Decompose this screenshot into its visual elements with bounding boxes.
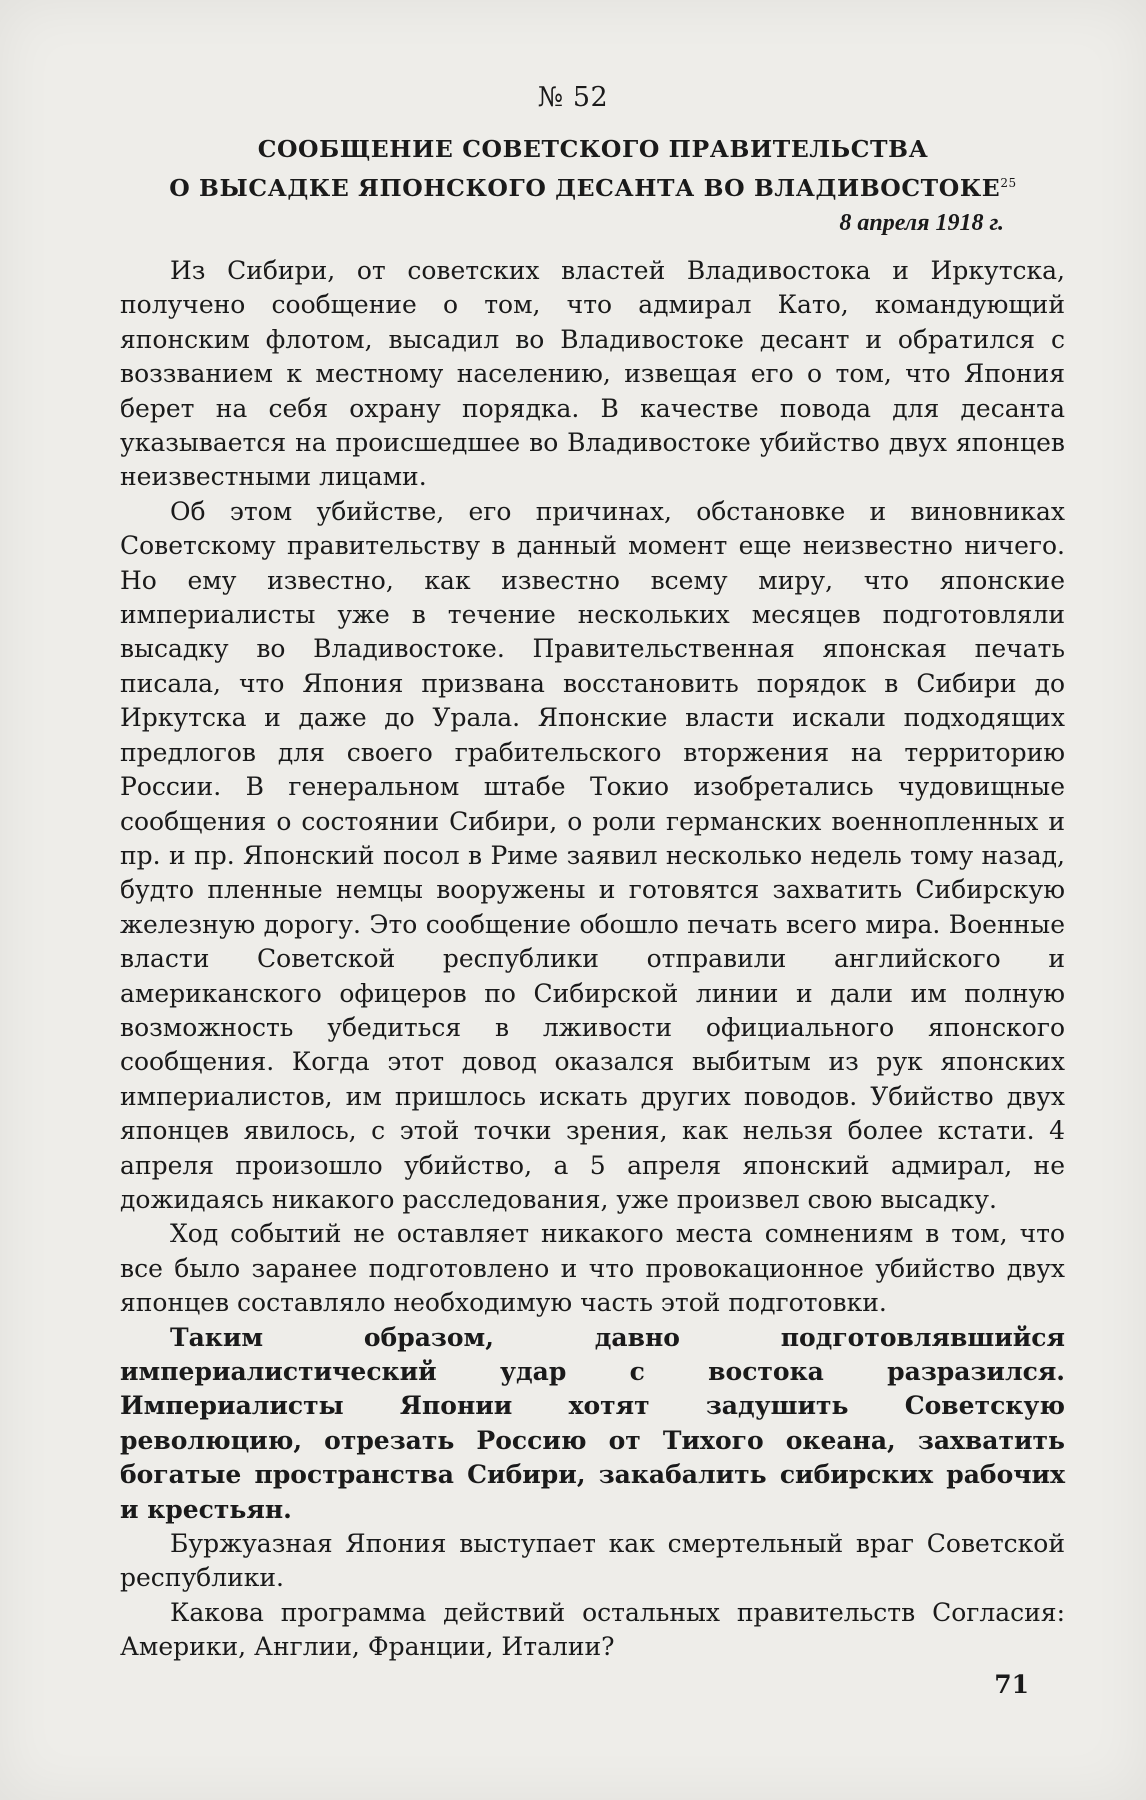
paragraph-4: Таким образом, давно подготовлявшийся империалистический удар с востока разразился. Империалисты Японии хотят задушить Советскую революцию, отрезать Россию от Тихого океана, захватить богатые пространства Сибири, закабалить сибирских рабочих и крестьян.: [120, 1322, 1065, 1524]
paragraph-2: Об этом убийстве, его причинах, обстановке и виновниках Советскому правительству в данный момент еще неизвестно ничего. Но ему известно, как известно всему миру, что японские империалисты уже в течение нескольких месяцев подготовляли высадку во Владивостоке. Правительственная японская печать писала, что Япония призвана восстановить порядок в Сибири до Иркутска и даже до Урала. Японские власти искали подходящих предлогов для своего грабительского вторжения на территорию России. В генеральном штабе Токио изобретались чудовищные сообщения о состоянии Сибири, о роли германских военнопленных и пр. и пр. Японский посол в Риме заявил несколько недель тому назад, будто пленные немцы вооружены и готовятся захватить Сибирскую железную дорогу. Это сообщение обошло печать всего мира. Военные власти Советской республики отправили английского и американского офицеров по Сибирской линии и дали им полную возможность убедиться в лживости официального японского сообщения. Когда этот довод оказался выбитым из рук японских империалистов, им пришлось искать других поводов. Убийство двух японцев явилось, с этой точки зрения, как нельзя более кстати. 4 апреля произошло убийство, а 5 апреля японский адмирал, не дожидаясь никакого расследования, уже произвел свою высадку.: [120, 496, 1065, 1214]
title-line-2: [120, 166, 1066, 205]
title-line-1: СООБЩЕНИЕ СОВЕТСКОГО ПРАВИТЕЛЬСТВА: [257, 135, 929, 163]
title-line-2-text: О ВЫСАДКЕ ЯПОНСКОГО ДЕСАНТА ВО ВЛАДИВОСТОКЕ: [169, 173, 1001, 202]
document-number: № 52: [537, 82, 609, 113]
paragraph-3: Ход событий не оставляет никакого места сомнениям в том, что все было заранее подготовлено и что провокационное убийство двух японцев составляло необходимую часть этой подготовки.: [120, 1219, 1065, 1318]
document-title: [120, 132, 1066, 205]
document-body: [120, 254, 1065, 1665]
page-number: 71: [994, 1670, 1029, 1699]
footnote-reference: 25: [1000, 176, 1017, 190]
paragraph-1: Из Сибири, от советских властей Владивостока и Иркутска, получено сообщение о том, что адмирал Като, командующий японским флотом, высадил во Владивостоке десант и обратился с воззванием к местному населению, извещая его о том, что Япония берет на себя охрану порядка. В качестве повода для десанта указывается на происшедшее во Владивостоке убийство двух японцев неизвестными лицами.: [120, 256, 1065, 492]
document-date: 8 апреля 1918 г.: [839, 210, 1004, 236]
paragraph-5: Буржуазная Япония выступает как смертельный враг Советской республики.: [120, 1529, 1065, 1593]
paragraph-6: Какова программа действий остальных правительств Согласия: Америки, Англии, Франции, Италии?: [120, 1597, 1065, 1662]
